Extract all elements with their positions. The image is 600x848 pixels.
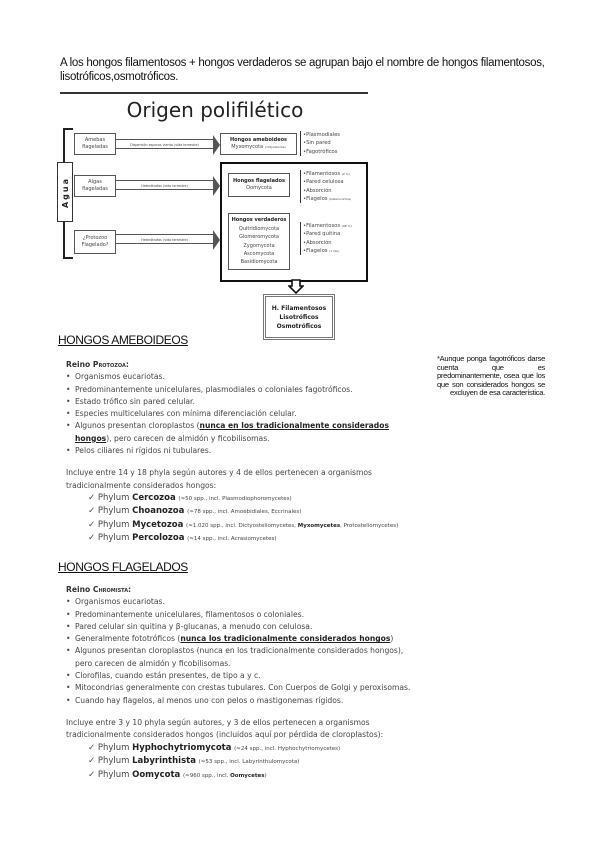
phylum-item: ✓ Phylum Choanozoa (≈78 spp., incl. Amoebidiales, Eccrinales): [88, 506, 302, 517]
agua-label: Agua: [60, 176, 70, 208]
source-protozoo: ¿Protozoo Flagelado?: [74, 230, 116, 254]
bullet-note: (98 %): [341, 224, 352, 228]
heading-hongos-ameboideos: HONGOS AMEBOIDEOS: [58, 333, 188, 347]
reino-protozoa: Reino Protozoa:: [66, 360, 129, 369]
phylum-word: Phylum: [97, 742, 133, 753]
emphasis: nunca los tradicionalmente considerados hongos: [180, 634, 391, 644]
phylum-name: Cercozoa: [132, 492, 176, 503]
list-item: • Organismos eucariotas.: [66, 371, 426, 383]
arrow-dispersion: Dispersión esporas viento (vida terrestre): [115, 139, 213, 149]
phylum-item: Quitridiomycota: [238, 225, 280, 232]
reino-chromista: [66, 584, 466, 596]
arrow-heterotrofas-1: Heterótrofas (vida terrestre): [115, 180, 213, 190]
phylum-name: Choanozoa: [132, 506, 185, 517]
phylum-name: Labyrinthista: [132, 756, 196, 767]
phylum-item: ✓ Phylum Mycetozoa (≈1.020 spp., incl. Dictyosteliomycetes, Myxomycetes, Protosteliomycetes): [88, 519, 399, 530]
phylum-name: Percolozoa: [132, 533, 185, 544]
phylum-note: (≈14 spp., incl. Acrasiomycetes): [187, 536, 277, 543]
result-line: Lisotróficos: [279, 313, 319, 321]
bullet-note: (1 liso): [329, 248, 340, 253]
section-ameboideos: [66, 359, 426, 546]
phylum-item: Glomeromycota: [239, 234, 279, 241]
phylum-item: ✓ Phylum Percolozoa (≈14 spp., incl. Acrasiomycetes): [88, 533, 277, 544]
flagelados-bullets: •Filamentosos (2 %) •Pared celulosa •Absorción •Flagelos (heterocontos): [300, 170, 351, 203]
arrow-heterotrofas-2: Heterótrofas (vida terrestre): [115, 234, 213, 244]
phylum-note: (≈50 spp., incl. Plasmodiophoromycetes): [178, 495, 292, 502]
phylum-note: (≈1.020 spp., incl. Dictyosteliomycetes,: [186, 522, 298, 529]
includes-text: Incluye entre 14 y 18 phyla según autores y 4 de ellos pertenecen a organismos tradicionalmente considerados hongos:: [66, 468, 373, 490]
result-line: H. Filamentosos: [271, 304, 327, 312]
verdaderos-title: Hongos verdaderos: [231, 217, 287, 224]
list-item: • Clorofilas, cuando están presentes, de tipo a y c.: [66, 670, 466, 682]
list-item: • Especies multicelulares con mínima diferenciación celular.: [66, 408, 426, 420]
side-note: *Aunque ponga fagotróficos darse cuenta que es predominantemente, osea que los que son considerados hongos se excluyen de esa característica.: [437, 354, 545, 397]
result-line: Osmotróficos: [276, 322, 322, 330]
phylum-word: Phylum: [97, 756, 133, 767]
phylum-note-bold: Oomycetes: [230, 772, 265, 779]
bullet: Pared quitina: [306, 231, 341, 238]
text: ), pero carecen de almidón y ficobilisomas.: [106, 433, 270, 443]
phylum-word: Phylum: [97, 533, 133, 544]
phylum-note: ): [264, 772, 267, 779]
protozoa-bullets: [66, 371, 426, 457]
flagelados-sub: Oomycota: [246, 185, 272, 191]
ameboideos-bullets: •Plasmodiales •Sin pared •Fagotróficos: [300, 131, 340, 156]
phylum-word: Phylum: [97, 769, 133, 780]
bullet: Fagotróficos: [306, 148, 338, 155]
phylum-item: ✓ Phylum Hyphochytriomycota (≈24 spp., incl. Hyphochytriomycetes): [88, 742, 341, 753]
bullet: Absorción: [306, 187, 332, 194]
bullet-note: (heterocontos): [329, 196, 352, 201]
bullet: Flagelos: [306, 247, 328, 254]
ameboideos-sub-note: (=Mycetozoa): [264, 145, 286, 149]
bullet: Absorción: [306, 239, 332, 246]
list-item: • Algunos presentan cloroplastos (nunca en los tradicionalmente considerados hongos), pero carecen de almidón y ficobilisomas.: [66, 645, 415, 670]
phylum-item: ✓ Phylum Cercozoa (≈50 spp., incl. Plasmodiophoromycetes): [88, 492, 292, 503]
box-result: [263, 294, 335, 340]
intro-text: A los hongos filamentosos + hongos verdaderos se agrupan bajo el nombre de hongos filamentosos, lisotróficos,osmotróficos.: [60, 57, 545, 83]
list-item: • Predominantemente unicelulares, filamentosos o coloniales.: [66, 609, 466, 621]
phylum-note: (≈24 spp., incl. Hyphochytriomycetes): [234, 745, 341, 752]
list-item: • Pared celular sin quitina y β-glucanas, a menudo con celulosa.: [66, 621, 466, 633]
source-amebas: Amebas flageladas: [74, 133, 116, 155]
phylum-note-bold: Myxomycetes: [297, 522, 341, 529]
text: Generalmente fototróficos (: [75, 634, 181, 644]
section-flagelados: [66, 584, 466, 782]
bullet: Sin pared: [306, 140, 331, 147]
list-item: • Pelos ciliares ni rígidos ni tubulares.: [66, 445, 426, 457]
text: Algunos presentan cloroplastos (: [75, 421, 200, 431]
list-item: [66, 633, 466, 645]
bullet: Pared celulosa: [306, 179, 344, 186]
phylum-word: Phylum: [97, 506, 133, 517]
reino-label: Reino: [66, 360, 93, 369]
emphasis: nunca en los tradicionalmente considerados hongos: [75, 421, 389, 443]
verdaderos-bullets: •Filamentosos (98 %) •Pared quitina •Absorción •Flagelos (1 liso): [300, 222, 352, 255]
list-item: • Cuando hay flagelos, al menos uno con pelos o mastigonemas rígidos.: [66, 695, 466, 707]
ameboideos-title: Hongos ameboideos: [230, 137, 287, 143]
chromista-bullets: [66, 596, 466, 707]
heading-hongos-flagelados: HONGOS FLAGELADOS: [58, 560, 188, 574]
phylum-name: Hyphochytriomycota: [132, 742, 232, 753]
box-hongos-flagelados: [228, 173, 290, 197]
list-item: • Estado trófico sin pared celular.: [66, 396, 426, 408]
bullet: Filamentosos: [306, 171, 341, 177]
phylum-item: Ascomycota: [243, 250, 275, 257]
agua-label-box: [57, 162, 73, 222]
reino-name: Protozoa: [92, 360, 126, 369]
phylum-note: , Protosteliomycetes): [340, 522, 399, 529]
text: ): [390, 634, 394, 644]
bullet: Flagelos: [306, 195, 328, 202]
list-item: • Predominantemente unicelulares, plasmodiales o coloniales fagotróficos.: [66, 384, 426, 396]
phylum-note: (≈78 spp., incl. Amoebidiales, Eccrinales): [187, 509, 302, 516]
phylum-item: Zygomycota: [243, 242, 275, 249]
box-hongos-ameboideos: [220, 133, 297, 155]
bullet-note: (2 %): [341, 172, 350, 176]
phylum-note: (≈960 spp., incl.: [182, 772, 231, 779]
top-rule: [60, 92, 368, 94]
box-hongos-verdaderos: [228, 213, 290, 270]
phylum-item: ✓ Phylum Labyrinthista (≈53 spp., incl. Labyrinthulomycota): [88, 756, 300, 767]
includes-text: Incluye entre 3 y 10 phyla según autores, y 3 de ellos pertenecen a organismos tradicionalmente considerados hongos (incluidos aquí por pérdida de cloroplastos):: [66, 717, 384, 740]
bullet: Filamentosos: [306, 223, 341, 229]
list-item: • Mitocondrias generalmente con crestas tubulares. Con Cuerpos de Golgi y peroxisomas.: [66, 682, 466, 694]
phylum-item: Basidiomycota: [240, 259, 278, 266]
source-algas: Algas flageladas: [74, 175, 116, 197]
phylum-item: ✓ Phylum Oomycota (≈960 spp., incl. Oomycetes): [88, 769, 267, 780]
ameboideos-sub: Myxomycota: [231, 144, 264, 150]
phylum-word: Phylum: [97, 492, 133, 503]
bullet: Plasmodiales: [306, 132, 340, 138]
phylum-word: Phylum: [97, 519, 133, 530]
phylum-note: (≈53 spp., incl. Labyrinthulomycota): [198, 759, 300, 766]
reino-name: Chromista:: [92, 585, 132, 594]
list-item: [66, 420, 426, 445]
phylum-name: Mycetozoa: [132, 519, 184, 530]
flagelados-title: Hongos flagelados: [232, 178, 286, 184]
phylum-name: Oomycota: [132, 769, 181, 780]
reino-label: Reino: [66, 585, 93, 594]
down-arrow-icon: [288, 279, 304, 294]
list-item: • Organismos eucariotas.: [66, 596, 466, 608]
origen-polifiletico-diagram: [55, 90, 375, 330]
diagram-title: Origen polifilético: [126, 98, 304, 122]
